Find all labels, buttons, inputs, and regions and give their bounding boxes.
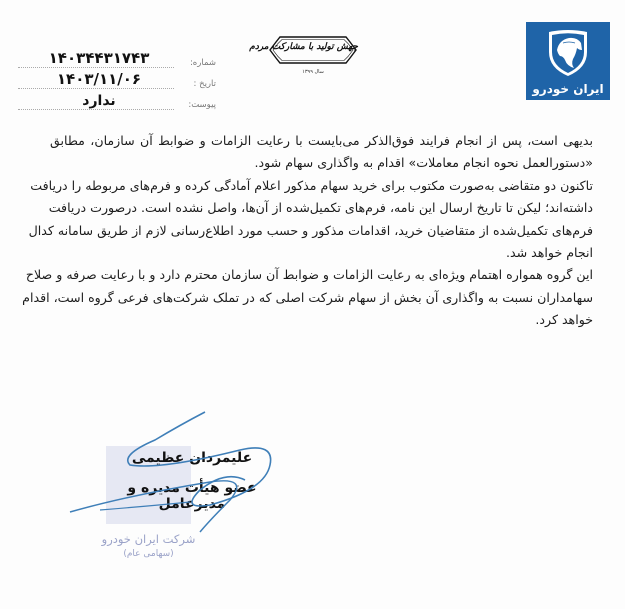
body-line: انجام خواهد شد. [506,245,593,261]
slogan-text: جهش تولید با مشارکت مردم [249,42,358,52]
body-line: فرم‌های تکمیل‌شده از متقاضیان خرید، اقدامات مذکور و حسب مورد اطلاع‌رسانی لازم از طریق سامانه کدال [28,222,593,238]
stamp-company-name: شرکت ایران خودرو [101,532,196,546]
letter-body [22,130,593,332]
body-line: بدیهی است، پس از انجام فرایند فوق‌الذکر می‌بایست با رعایت الزامات و ضوابط آن سازمان، مطابق [50,133,593,148]
meta-attachment-label: پیوست: [188,100,216,110]
slogan-emblem [249,33,358,75]
logo-wordmark: ایران خودرو [532,82,604,96]
signer-title: عضو هیأت مدیره و مدیرعامل [127,480,257,512]
meta-attachment-row [18,90,218,111]
letter-attachment: ندارد [82,93,116,109]
letter-date: ۱۴۰۳/۱۱/۰۶ [56,70,142,88]
meta-number-line [18,67,174,68]
letter-number: ۱۴۰۳۴۴۳۱۷۴۳ [48,49,150,67]
paragraph-1 [50,130,593,175]
meta-number-label: شماره: [189,58,216,68]
meta-date-row [18,69,218,90]
signer-name: علیمردان عظیمی [131,450,253,466]
paragraph-2 [28,175,593,265]
body-line: خواهد کرد. [535,312,593,328]
meta-number-row [18,48,218,69]
paragraph-3 [22,264,593,331]
meta-date-line [18,88,174,89]
body-line: سهامداران نسبت به واگذاری آن بخش از سهام شرکت اصلی که در تملک شرکت‌های فرعی گروه است، اقدام [22,289,593,305]
company-logo [526,22,610,100]
body-line: داشته‌اند؛ لیکن تا تاریخ ارسال این نامه، فرم‌های تکمیل‌شده از آن‌ها، واصل نشده است. درصورت دریافت [48,200,593,216]
body-line: این گروه همواره اهتمام ویژه‌ای به رعایت الزامات و ضوابط آن سازمان محترم دارد و با رعایت صرفه و صلاح [25,267,593,283]
meta-attachment-line [18,109,174,110]
slogan-year: سال ۱۳۹۹ [302,69,324,75]
body-line: تاکنون دو متقاضی به‌صورت مکتوب برای خرید سهام مذکور اعلام آمادگی کرده و فرم‌های مربوطه را دریافت [30,177,593,193]
stamp-company-type: (سهامی عام) [123,549,174,559]
horse-shield-icon [543,28,593,78]
letter-meta [18,48,218,111]
body-line: «دستورالعمل نحوه انجام معاملات» اقدام به واگذاری سهام شود. [254,155,593,171]
meta-date-label: تاریخ : [193,79,216,89]
